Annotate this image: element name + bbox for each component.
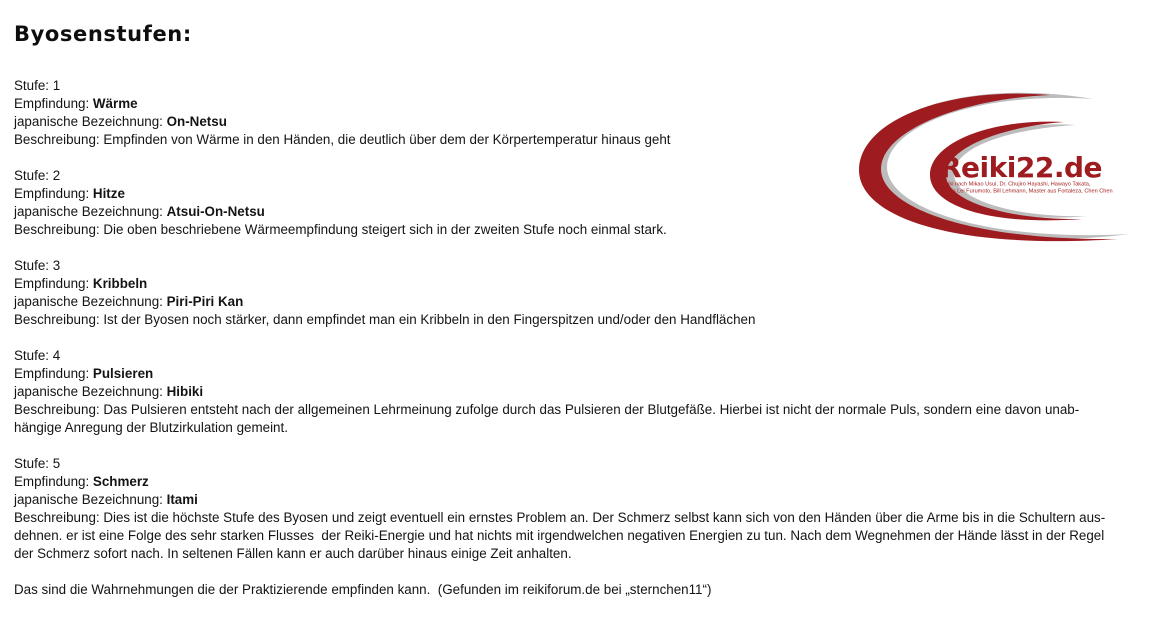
empfindung-value: Hitze bbox=[92, 186, 125, 201]
bezeichnung-label: japanische Bezeichnung: bbox=[14, 384, 167, 399]
bezeichnung-value: Piri-Piri Kan bbox=[166, 294, 244, 309]
logo-tagline-line2: Phillis Lei Furumoto, Bill Lehmann, Master aus Fortaleza, Chen Chen bbox=[941, 188, 1113, 195]
stufe-label: Stufe: bbox=[14, 348, 53, 363]
stufe-number-value: 5 bbox=[52, 456, 61, 471]
reiki22-logo-graphic bbox=[858, 90, 1148, 250]
bezeichnung-label: japanische Bezeichnung: bbox=[14, 294, 167, 309]
footer-text: Das sind die Wahrnehmungen die der Praktizierende empfinden kann. (Gefunden im reikiforum.de bei „sternchen11“) bbox=[14, 582, 712, 597]
bezeichnung-value: Atsui-On-Netsu bbox=[166, 204, 265, 219]
empfindung-label: Empfindung: bbox=[14, 186, 93, 201]
beschreibung-line: Beschreibung: Das Pulsieren entsteht nach der allgemeinen Lehrmeinung zufolge durch das Pulsieren der Blutgefäße. Hierbei ist nicht der normale Puls, sondern eine davon unab- bbox=[14, 402, 1080, 417]
empfindung-label: Empfindung: bbox=[14, 96, 93, 111]
beschreibung-line: Beschreibung: Dies ist die höchste Stufe des Byosen und zeigt eventuell ein ernstes Problem an. Der Schmerz selbst kann sich von den Händen über die Arme bis in die Schultern aus- bbox=[14, 510, 1106, 525]
bezeichnung-label: japanische Bezeichnung: bbox=[14, 492, 167, 507]
empfindung-value: Schmerz bbox=[92, 474, 149, 489]
bezeichnung-label: japanische Bezeichnung: bbox=[14, 204, 167, 219]
stufe-label: Stufe: bbox=[14, 78, 53, 93]
stufe-label: Stufe: bbox=[14, 456, 53, 471]
stufe-label: Stufe: bbox=[14, 168, 53, 183]
stufe-number-line bbox=[14, 257, 1149, 275]
beschreibung-line: dehnen. er ist eine Folge des sehr starken Flusses der Reiki-Energie und hat nichts mit irgendwelchen negativen Energien zu tun. Nach dem Wegnehmen der Hände lässt in der Regel bbox=[14, 528, 1105, 543]
stufe-block-5 bbox=[14, 455, 1149, 563]
beschreibung-line: hängige Anregung der Blutzirkulation gemeint. bbox=[14, 420, 288, 435]
empfindung-label: Empfindung: bbox=[14, 474, 93, 489]
logo-wordmark: Reiki22.de bbox=[940, 151, 1102, 184]
stufe-number-line bbox=[14, 347, 1149, 365]
bezeichnung-line bbox=[14, 383, 1149, 401]
empfindung-value: Pulsieren bbox=[92, 366, 154, 381]
empfindung-line bbox=[14, 365, 1149, 383]
empfindung-label: Empfindung: bbox=[14, 276, 93, 291]
beschreibung-line: Beschreibung: Ist der Byosen noch stärker, dann empfindet man ein Kribbeln in den Fingerspitzen und/oder den Handflächen bbox=[14, 312, 756, 327]
stufe-number-value: 2 bbox=[52, 168, 61, 183]
stufe-number-value: 1 bbox=[52, 78, 61, 93]
page-title: Byosenstufen: bbox=[14, 22, 192, 46]
bezeichnung-label: japanische Bezeichnung: bbox=[14, 114, 167, 129]
stufe-number-value: 4 bbox=[52, 348, 61, 363]
beschreibung-line: Beschreibung: Die oben beschriebene Wärmeempfindung steigert sich in der zweiten Stufe noch einmal stark. bbox=[14, 222, 667, 237]
stufe-block-4 bbox=[14, 347, 1149, 437]
stufe-number-value: 3 bbox=[52, 258, 61, 273]
stufe-block-3 bbox=[14, 257, 1149, 329]
bezeichnung-line bbox=[14, 293, 1149, 311]
beschreibung-line: Beschreibung: Empfinden von Wärme in den Händen, die deutlich über dem der Körpertemperatur hinaus geht bbox=[14, 132, 671, 147]
empfindung-value: Wärme bbox=[92, 96, 138, 111]
empfindung-label: Empfindung: bbox=[14, 366, 93, 381]
bezeichnung-line bbox=[14, 491, 1149, 509]
stufe-number-line bbox=[14, 455, 1149, 473]
stufe-label: Stufe: bbox=[14, 258, 53, 273]
bezeichnung-value: Hibiki bbox=[166, 384, 204, 399]
beschreibung-line: der Schmerz sofort nach. In seltenen Fällen kann er auch darüber hinaus einige Zeit anhalten. bbox=[14, 546, 572, 561]
empfindung-line bbox=[14, 473, 1149, 491]
reiki22-logo bbox=[858, 90, 1148, 250]
bezeichnung-value: On-Netsu bbox=[166, 114, 227, 129]
bezeichnung-value: Itami bbox=[166, 492, 198, 507]
logo-tagline-line1: Reiki nach Mikao Usui, Dr. Chujiro Hayashi, Hawayo Takata, bbox=[941, 181, 1091, 188]
empfindung-line bbox=[14, 275, 1149, 293]
empfindung-value: Kribbeln bbox=[92, 276, 148, 291]
